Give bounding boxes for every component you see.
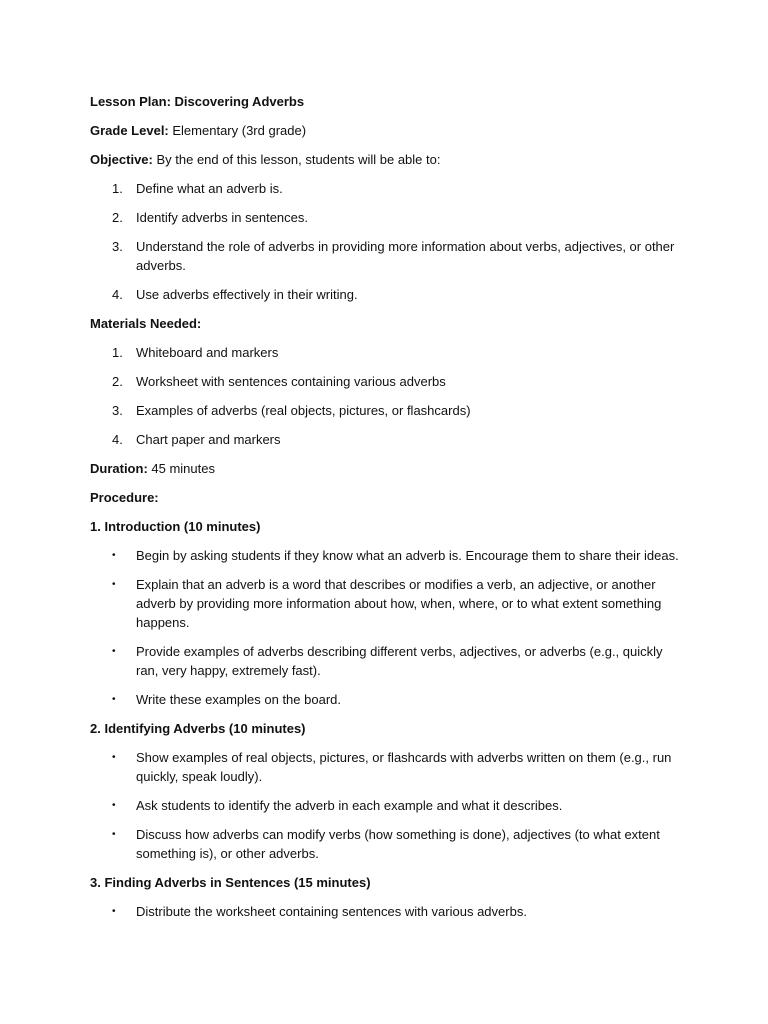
bullet-icon: •	[112, 752, 116, 763]
bullet-icon: •	[112, 829, 116, 840]
list-number: 2.	[112, 374, 123, 389]
bullet-item	[90, 796, 680, 815]
objective-item-text: Use adverbs effectively in their writing.	[136, 287, 358, 302]
list-number: 3.	[112, 403, 123, 418]
bullet-item	[90, 825, 680, 863]
materials-item-text: Examples of adverbs (real objects, pictures, or flashcards)	[136, 403, 471, 418]
bullet-item	[90, 690, 680, 709]
bullet-item-text: Discuss how adverbs can modify verbs (how something is done), adjectives (to what extent something is), or other adverbs.	[136, 827, 660, 861]
section-heading-finding: 3. Finding Adverbs in Sentences (15 minutes)	[90, 875, 371, 890]
materials-item	[90, 430, 680, 449]
grade-level-value: Elementary (3rd grade)	[168, 123, 307, 138]
duration-line	[90, 459, 680, 478]
objective-item-text: Define what an adverb is.	[136, 181, 283, 196]
objective-item-text: Understand the role of adverbs in providing more information about verbs, adjectives, or other adverbs.	[136, 239, 675, 273]
objective-value: By the end of this lesson, students will be able to:	[152, 152, 441, 167]
list-number: 4.	[112, 287, 123, 302]
finding-bullet-list	[90, 902, 680, 921]
materials-item	[90, 372, 680, 391]
duration-label: Duration:	[90, 461, 148, 476]
bullet-item-text: Explain that an adverb is a word that describes or modifies a verb, an adjective, or another adverb by providing more information about how, when, where, or to what extent something happens.	[136, 577, 662, 630]
bullet-icon: •	[112, 550, 116, 561]
materials-item-text: Chart paper and markers	[136, 432, 281, 447]
materials-item-text: Whiteboard and markers	[136, 345, 279, 360]
bullet-item-text: Show examples of real objects, pictures, or flashcards with adverbs written on them (e.g., run quickly, speak loudly).	[136, 750, 672, 784]
objective-item	[90, 237, 680, 275]
objective-label: Objective:	[90, 152, 153, 167]
bullet-item-text: Ask students to identify the adverb in each example and what it describes.	[136, 798, 563, 813]
bullet-icon: •	[112, 906, 116, 917]
introduction-bullet-list	[90, 546, 680, 709]
objective-item	[90, 285, 680, 304]
duration-value: 45 minutes	[147, 461, 215, 476]
bullet-icon: •	[112, 579, 116, 590]
bullet-item-text: Distribute the worksheet containing sentences with various adverbs.	[136, 904, 527, 919]
materials-heading: Materials Needed:	[90, 316, 202, 331]
grade-level-line	[90, 121, 680, 140]
bullet-item	[90, 546, 680, 565]
bullet-icon: •	[112, 694, 116, 705]
materials-list	[90, 343, 680, 449]
objective-item	[90, 208, 680, 227]
objective-item	[90, 179, 680, 198]
materials-item	[90, 343, 680, 362]
bullet-item	[90, 642, 680, 680]
objective-list	[90, 179, 680, 304]
section-heading-introduction: 1. Introduction (10 minutes)	[90, 519, 261, 534]
materials-item-text: Worksheet with sentences containing various adverbs	[136, 374, 446, 389]
list-number: 4.	[112, 432, 123, 447]
bullet-item	[90, 575, 680, 632]
bullet-item-text: Begin by asking students if they know what an adverb is. Encourage them to share their ideas.	[136, 548, 679, 563]
bullet-icon: •	[112, 646, 116, 657]
document-page	[90, 92, 680, 931]
objective-item-text: Identify adverbs in sentences.	[136, 210, 308, 225]
document-title: Lesson Plan: Discovering Adverbs	[90, 94, 305, 109]
list-number: 3.	[112, 239, 123, 254]
section-heading-identifying: 2. Identifying Adverbs (10 minutes)	[90, 721, 306, 736]
bullet-item-text: Write these examples on the board.	[136, 692, 341, 707]
bullet-item-text: Provide examples of adverbs describing different verbs, adjectives, or adverbs (e.g., quickly ran, very happy, extremely fast).	[136, 644, 663, 678]
list-number: 2.	[112, 210, 123, 225]
list-number: 1.	[112, 181, 123, 196]
bullet-item	[90, 902, 680, 921]
grade-level-label: Grade Level:	[90, 123, 169, 138]
objective-line	[90, 150, 680, 169]
bullet-icon: •	[112, 800, 116, 811]
bullet-item	[90, 748, 680, 786]
identifying-bullet-list	[90, 748, 680, 863]
materials-item	[90, 401, 680, 420]
list-number: 1.	[112, 345, 123, 360]
procedure-heading: Procedure:	[90, 490, 159, 505]
